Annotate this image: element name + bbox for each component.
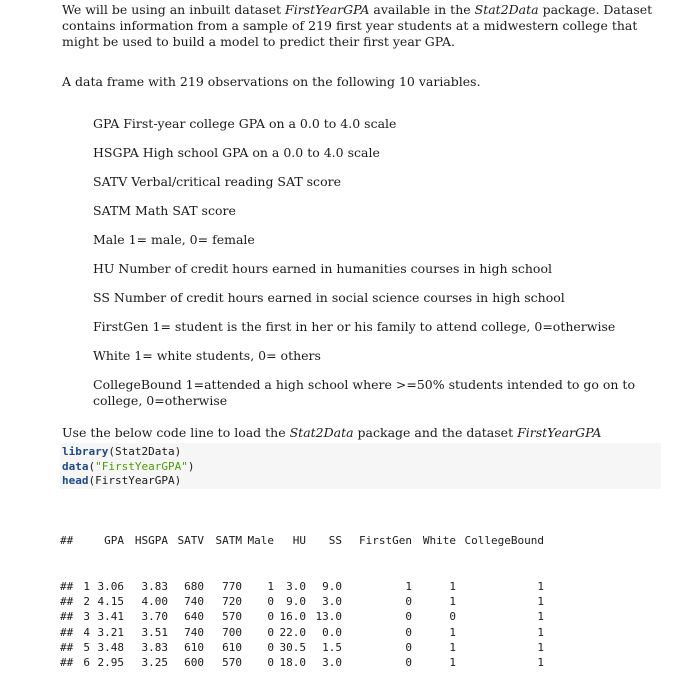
- output-row-index: 1: [83, 580, 90, 594]
- intro-text-a: We will be using an inbuilt dataset: [62, 2, 286, 17]
- package-name: Stat2Data: [474, 2, 539, 17]
- variable-collegebound: CollegeBound 1=attended a high school where >=50% students intended to go on to college, 0=otherwise: [93, 377, 635, 408]
- output-cell: 0: [405, 610, 412, 624]
- output-row-index: 2: [83, 595, 90, 609]
- code-line-library: [62, 445, 661, 460]
- intro-paragraph: [62, 2, 667, 50]
- output-cell: 0: [405, 656, 412, 670]
- output-header: SS: [328, 534, 342, 548]
- output-cell: 700: [222, 625, 242, 639]
- code-line-data: [62, 460, 661, 475]
- output-header-row: [60, 533, 544, 548]
- output-header: SATV: [177, 534, 204, 548]
- output-cell: 640: [184, 610, 204, 624]
- output-cell: 740: [184, 595, 204, 609]
- output-prefix: ##: [60, 595, 74, 609]
- output-prefix: ##: [60, 656, 74, 670]
- output-prefix: ##: [60, 610, 74, 624]
- output-index-header: [78, 533, 90, 548]
- code-arg: (Stat2Data): [108, 445, 182, 458]
- output-cell: 600: [184, 656, 204, 670]
- output-cell: 3.48: [97, 640, 124, 654]
- intro-text-b: available in the: [369, 2, 475, 17]
- output-cell: 30.5: [279, 640, 306, 654]
- output-cell: 3.0: [286, 580, 306, 594]
- output-cell: 0: [267, 595, 274, 609]
- code-paren: ): [187, 459, 195, 473]
- output-cell: 0: [405, 625, 412, 639]
- output-cell: 570: [222, 610, 242, 624]
- output-cell: 0: [267, 656, 274, 670]
- output-header: CollegeBound: [464, 534, 544, 548]
- output-cell: 0: [405, 595, 412, 609]
- output-cell: 1: [537, 656, 544, 670]
- output-cell: 1: [449, 625, 456, 639]
- output-cell: 1: [537, 580, 544, 594]
- output-cell: 18.0: [279, 656, 306, 670]
- variable-hsgpa: HSGPA High school GPA on a 0.0 to 4.0 scale: [93, 145, 380, 160]
- output-cell: 1: [537, 640, 544, 654]
- output-header: Male: [247, 534, 274, 548]
- output-cell: 1: [449, 580, 456, 594]
- variable-gpa: GPA First-year college GPA on a 0.0 to 4.0 scale: [93, 116, 397, 131]
- output-cell: 3.0: [322, 595, 342, 609]
- output-cell: 0: [267, 625, 274, 639]
- output-cell: 3.25: [141, 656, 168, 670]
- output-cell: 610: [222, 640, 242, 654]
- output-cell: 1: [537, 595, 544, 609]
- output-cell: 3.83: [141, 580, 168, 594]
- output-cell: 9.0: [322, 580, 342, 594]
- output-cell: 0: [267, 640, 274, 654]
- output-row-index: 6: [83, 656, 90, 670]
- output-cell: 3.06: [97, 580, 124, 594]
- variable-satm: SATM Math SAT score: [93, 203, 236, 218]
- output-cell: 4.00: [141, 595, 168, 609]
- output-cell: 1: [449, 595, 456, 609]
- output-header: SATM: [215, 534, 242, 548]
- output-header: FirstGen: [359, 534, 412, 548]
- output-cell: 0: [405, 640, 412, 654]
- output-header: GPA: [104, 534, 124, 548]
- variable-satv: SATV Verbal/critical reading SAT score: [93, 174, 341, 189]
- output-data-row: [60, 640, 544, 655]
- code-paren: (: [88, 459, 96, 473]
- output-cell: 0: [267, 610, 274, 624]
- output-cell: 22.0: [279, 625, 306, 639]
- output-cell: 3.83: [141, 640, 168, 654]
- output-cell: 0.0: [322, 625, 342, 639]
- output-cell: 1: [405, 580, 412, 594]
- output-cell: 1: [267, 580, 274, 594]
- output-cell: 9.0: [286, 595, 306, 609]
- output-data-row: [60, 579, 544, 594]
- output-cell: 570: [222, 656, 242, 670]
- output-prefix: ##: [60, 580, 74, 594]
- usage-instruction: [62, 425, 601, 440]
- output-row-index: 4: [83, 625, 90, 639]
- output-cell: 720: [222, 595, 242, 609]
- variable-hu: HU Number of credit hours earned in humanities courses in high school: [93, 261, 552, 276]
- variable-list: [93, 116, 653, 411]
- output-header: HU: [292, 534, 306, 548]
- output-rows: [60, 579, 544, 670]
- variable-male: Male 1= male, 0= female: [93, 232, 255, 247]
- variable-white: White 1= white students, 0= others: [93, 348, 321, 363]
- output-data-row: [60, 625, 544, 640]
- output-prefix: ##: [60, 625, 74, 639]
- output-row-index: 5: [83, 640, 90, 654]
- output-header: White: [422, 534, 456, 548]
- output-cell: 3.51: [141, 625, 168, 639]
- output-cell: 1: [449, 656, 456, 670]
- usage-dataset-name: FirstYearGPA: [517, 425, 602, 440]
- output-cell: 1: [449, 640, 456, 654]
- output-cell: 3.70: [141, 610, 168, 624]
- usage-package-name: Stat2Data: [289, 425, 354, 440]
- code-fn-head: head: [62, 474, 89, 487]
- dataset-name: FirstYearGPA: [285, 2, 370, 17]
- variable-ss: SS Number of credit hours earned in social science courses in high school: [93, 290, 565, 305]
- intro-text-c: package. Dataset contains information from a sample of 219 first year students at a midwestern college that might be used to build a model to predict their first year GPA.: [62, 2, 653, 49]
- output-cell: 2.95: [97, 656, 124, 670]
- code-fn-library: library: [62, 445, 109, 458]
- output-cell: 680: [184, 580, 204, 594]
- output-cell: 770: [222, 580, 242, 594]
- output-cell: 740: [184, 625, 204, 639]
- output-row-index: 3: [83, 610, 90, 624]
- code-output: [60, 503, 544, 685]
- output-cell: 3.21: [97, 625, 124, 639]
- usage-text-a: Use the below code line to load the: [62, 425, 290, 440]
- output-data-row: [60, 609, 544, 624]
- output-cell: 3.41: [97, 610, 124, 624]
- variable-firstgen: FirstGen 1= student is the first in her or his family to attend college, 0=otherwise: [93, 319, 616, 334]
- output-cell: 1.5: [322, 640, 342, 654]
- output-prefix: ##: [60, 534, 74, 548]
- usage-text-b: package and the dataset: [353, 425, 518, 440]
- code-arg: (FirstYearGPA): [88, 474, 182, 487]
- output-header: HSGPA: [134, 534, 168, 548]
- output-cell: 610: [184, 640, 204, 654]
- code-line-head: [62, 474, 661, 489]
- output-prefix: ##: [60, 640, 74, 654]
- output-cell: 0: [449, 610, 456, 624]
- output-cell: 3.0: [322, 656, 342, 670]
- output-cell: 16.0: [279, 610, 306, 624]
- output-cell: 13.0: [315, 610, 342, 624]
- dataset-description: A data frame with 219 observations on the following 10 variables.: [62, 74, 481, 89]
- output-data-row: [60, 655, 544, 670]
- output-cell: 1: [537, 610, 544, 624]
- code-string: "FirstYearGPA": [95, 459, 188, 473]
- output-data-row: [60, 594, 544, 609]
- output-cell: 1: [537, 625, 544, 639]
- code-block: [60, 443, 661, 489]
- output-cell: 4.15: [97, 595, 124, 609]
- code-fn-data: data: [62, 459, 89, 473]
